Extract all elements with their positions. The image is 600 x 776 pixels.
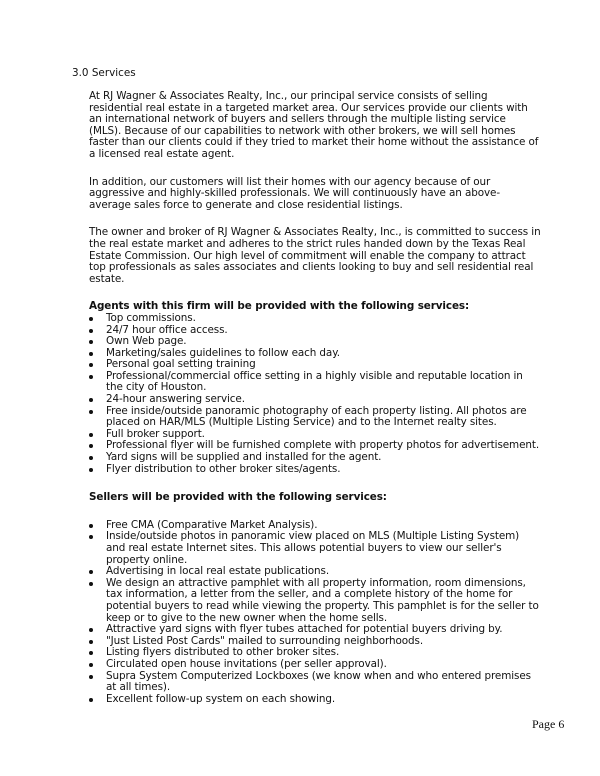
list-item: Listing flyers distributed to other broker sites. bbox=[89, 647, 541, 659]
list-item: Attractive yard signs with flyer tubes attached for potential buyers driving by. bbox=[89, 624, 541, 636]
bullet-icon bbox=[89, 570, 93, 574]
bullet-icon bbox=[89, 468, 93, 472]
paragraph-commitment: The owner and broker of RJ Wagner & Associates Realty, Inc., is committed to success in the real estate market and adheres to the strict rules handed down by the Texas Real Estate Commission. Our high level of commitment will enable the company to attract top professionals as sales associates and clients looking to buy and sell residential real estate. bbox=[89, 226, 541, 285]
bullet-icon bbox=[89, 433, 93, 437]
bullet-icon bbox=[89, 582, 93, 586]
bullet-icon bbox=[89, 410, 93, 414]
bullet-icon bbox=[89, 628, 93, 632]
bullet-icon bbox=[89, 375, 93, 379]
list-item: Free inside/outside panoramic photography of each property listing. All photos are placed on HAR/MLS (Multiple Listing Service) and to the Internet realty sites. bbox=[89, 406, 541, 429]
bullet-icon bbox=[89, 398, 93, 402]
page-number: Page 6 bbox=[532, 717, 565, 731]
bullet-icon bbox=[89, 651, 93, 655]
bullet-icon bbox=[89, 352, 93, 356]
paragraph-principal-service: At RJ Wagner & Associates Realty, Inc., our principal service consists of selling residential real estate in a targeted market area. Our services provide our clients with an international network of buyers and sellers through the multiple listing service (MLS). Because of our capabilities to network with other brokers, we will sell homes faster than our clients could if they tried to market their home without the assistance of a licensed real estate agent. bbox=[89, 90, 539, 160]
bullet-icon bbox=[89, 640, 93, 644]
bullet-icon bbox=[89, 524, 93, 528]
list-item: 24/7 hour office access. bbox=[89, 325, 541, 337]
list-item: Inside/outside photos in panoramic view placed on MLS (Multiple Listing System) and real estate Internet sites. This allows potential buyers to view our seller's property online. bbox=[89, 531, 541, 566]
list-item: "Just Listed Post Cards" mailed to surrounding neighborhoods. bbox=[89, 636, 541, 648]
agents-services-list bbox=[89, 313, 541, 475]
list-item: Own Web page. bbox=[89, 336, 541, 348]
agents-services-heading: Agents with this firm will be provided with the following services: bbox=[89, 300, 470, 313]
bullet-icon bbox=[89, 456, 93, 460]
sellers-services-heading: Sellers will be provided with the following services: bbox=[89, 491, 387, 504]
bullet-icon bbox=[89, 329, 93, 333]
list-item: Personal goal setting training bbox=[89, 359, 541, 371]
list-item: Free CMA (Comparative Market Analysis). bbox=[89, 520, 541, 532]
section-title: 3.0 Services bbox=[72, 67, 136, 79]
sellers-services-list bbox=[89, 520, 541, 706]
list-item: Top commissions. bbox=[89, 313, 541, 325]
list-item: We design an attractive pamphlet with all property information, room dimensions, tax information, a letter from the seller, and a complete history of the home for potential buyers to read while viewing the property. This pamphlet is for the seller to keep or to give to the new owner when the home sells. bbox=[89, 578, 541, 624]
bullet-icon bbox=[89, 317, 93, 321]
list-item: Full broker support. bbox=[89, 429, 541, 441]
bullet-icon bbox=[89, 698, 93, 702]
list-item: Excellent follow-up system on each showing. bbox=[89, 694, 541, 706]
list-item: Yard signs will be supplied and installed for the agent. bbox=[89, 452, 541, 464]
list-item: 24-hour answering service. bbox=[89, 394, 541, 406]
bullet-icon bbox=[89, 444, 93, 448]
list-item: Advertising in local real estate publications. bbox=[89, 566, 541, 578]
bullet-icon bbox=[89, 535, 93, 539]
paragraph-customers: In addition, our customers will list their homes with our agency because of our aggressive and highly-skilled professionals. We will continuously have an above-average sales force to generate and close residential listings. bbox=[89, 175, 500, 211]
list-item: Professional flyer will be furnished complete with property photos for advertisement. bbox=[89, 440, 541, 452]
section-body bbox=[89, 91, 541, 705]
list-item: Supra System Computerized Lockboxes (we know when and who entered premises at all times). bbox=[89, 671, 541, 694]
list-item: Professional/commercial office setting in a highly visible and reputable location in the city of Houston. bbox=[89, 371, 541, 394]
bullet-icon bbox=[89, 675, 93, 679]
bullet-icon bbox=[89, 340, 93, 344]
list-item: Circulated open house invitations (per seller approval). bbox=[89, 659, 541, 671]
list-item: Marketing/sales guidelines to follow each day. bbox=[89, 348, 541, 360]
bullet-icon bbox=[89, 663, 93, 667]
list-item: Flyer distribution to other broker sites/agents. bbox=[89, 464, 541, 476]
bullet-icon bbox=[89, 363, 93, 367]
